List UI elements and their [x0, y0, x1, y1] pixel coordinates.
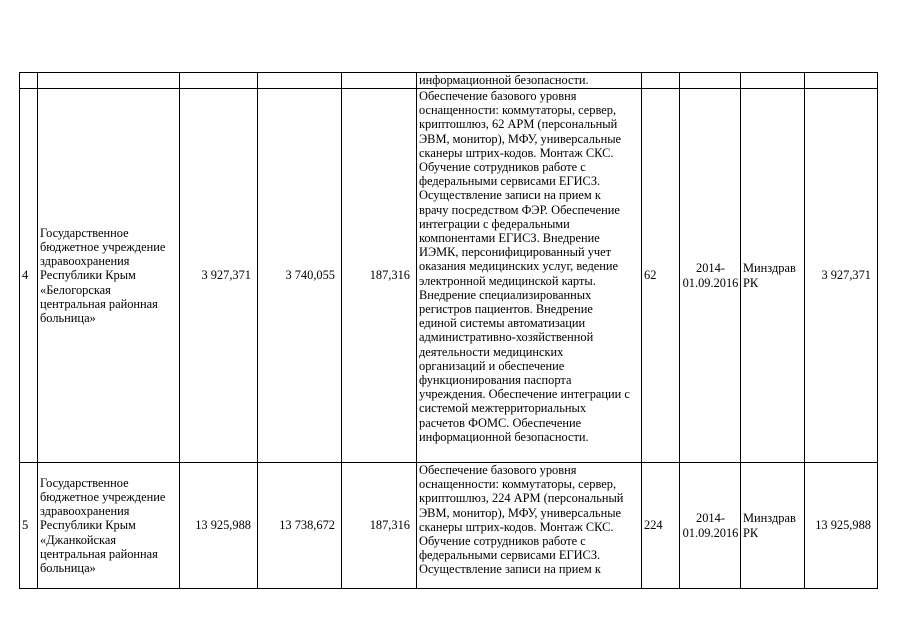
description-line: ИЭМК, персонифицированный учет — [419, 245, 612, 260]
organization-line: Республики Крым — [40, 518, 136, 533]
description-line: интеграции с федеральными — [419, 216, 570, 231]
sum-amount: 13 925,988 — [805, 463, 878, 589]
description-line: криптошлюз, 224 АРМ (персональный — [419, 491, 624, 506]
period — [680, 463, 741, 589]
regional-amount — [342, 73, 417, 89]
period — [680, 89, 741, 463]
description-line: расчетов ФОМС. Обеспечение — [419, 415, 582, 430]
description-line: компонентами ЕГИСЗ. Внедрение — [419, 231, 600, 246]
description-line: Обеспечение базового уровня — [419, 89, 577, 103]
description-line: оказания медицинских услуг, ведение — [419, 259, 619, 274]
executor — [741, 89, 805, 463]
organization-line: Государственное — [40, 475, 129, 490]
organization-line: больница» — [40, 311, 96, 325]
description-line: оснащенности: коммутаторы, сервер, — [419, 103, 617, 118]
total-amount — [180, 73, 258, 89]
executor-line: Минздрав — [743, 261, 796, 276]
table-row — [20, 463, 878, 589]
executor — [741, 73, 805, 89]
description-line: Внедрение специализированных — [419, 287, 592, 302]
description-line: информационной безопасности. — [419, 429, 589, 444]
sum-amount — [805, 73, 878, 89]
organization-line: «Джанкойская — [40, 532, 117, 547]
row-number: 5 — [20, 463, 38, 589]
federal-amount: 13 738,672 — [258, 463, 342, 589]
table-row — [20, 73, 878, 89]
sum-amount: 3 927,371 — [805, 89, 878, 463]
organization-line: бюджетное учреждение — [40, 489, 166, 504]
federal-amount — [258, 73, 342, 89]
row-number: 4 — [20, 89, 38, 463]
organization-line: «Белогорская — [40, 282, 111, 297]
workstation-count — [642, 73, 680, 89]
organization-name — [38, 73, 180, 89]
description-line: оснащенности: коммутаторы, сервер, — [419, 477, 617, 492]
description-line: федеральными сервисами ЕГИСЗ. — [419, 174, 601, 189]
work-description — [417, 73, 642, 89]
description-line: учреждения. Обеспечение интеграции с — [419, 387, 630, 402]
regional-amount: 187,316 — [342, 89, 417, 463]
organization-line: больница» — [40, 561, 96, 575]
description-line: сканеры штрих-кодов. Монтаж СКС. — [419, 145, 614, 160]
workstation-count: 62 — [642, 89, 680, 463]
period-end: 01.09.2016 — [682, 275, 739, 290]
description-line: системой межтерриториальных — [419, 401, 587, 416]
description-line: единой системы автоматизации — [419, 316, 586, 331]
period-start: 2014- — [696, 511, 725, 526]
organization-name — [38, 463, 180, 589]
executor-line: РК — [743, 525, 759, 540]
total-amount: 13 925,988 — [180, 463, 258, 589]
description-line: Обучение сотрудников работе с — [419, 160, 586, 175]
executor-line: РК — [743, 275, 759, 290]
organization-line: центральная районная — [40, 296, 158, 311]
row-number — [20, 73, 38, 89]
description-line: Обучение сотрудников работе с — [419, 534, 586, 549]
description-line: ЭВМ, монитор), МФУ, универсальные — [419, 505, 622, 520]
period-start: 2014- — [696, 261, 725, 276]
executor-line: Минздрав — [743, 511, 796, 526]
description-line: административно-хозяйственной — [419, 330, 594, 345]
description-line: федеральными сервисами ЕГИСЗ. — [419, 548, 601, 563]
table-row — [20, 89, 878, 463]
organization-line: Государственное — [40, 225, 129, 240]
work-description — [417, 463, 642, 589]
period-end: 01.09.2016 — [682, 525, 739, 540]
description-line: информационной безопасности. — [419, 73, 589, 87]
description-line: организаций и обеспечение — [419, 358, 565, 373]
organization-line: центральная районная — [40, 546, 158, 561]
description-line: врачу посредством ФЭР. Обеспечение — [419, 202, 620, 217]
description-line: деятельности медицинских — [419, 344, 564, 359]
budget-table — [19, 72, 878, 589]
description-line: криптошлюз, 62 АРМ (персональный — [419, 117, 618, 132]
organization-line: бюджетное учреждение — [40, 239, 166, 254]
regional-amount: 187,316 — [342, 463, 417, 589]
description-line: Осуществление записи на прием к — [419, 188, 601, 203]
period — [680, 73, 741, 89]
description-line: регистров пациентов. Внедрение — [419, 302, 593, 317]
organization-name — [38, 89, 180, 463]
description-line: Обеспечение базового уровня — [419, 463, 577, 477]
description-line: Осуществление записи на прием к — [419, 562, 601, 577]
organization-line: здравоохранения — [40, 504, 130, 519]
description-line: ЭВМ, монитор), МФУ, универсальные — [419, 131, 622, 146]
total-amount: 3 927,371 — [180, 89, 258, 463]
description-line: электронной медицинской карты. — [419, 273, 596, 288]
workstation-count: 224 — [642, 463, 680, 589]
description-line: функционирования паспорта — [419, 373, 572, 388]
organization-line: Республики Крым — [40, 268, 136, 283]
work-description — [417, 89, 642, 463]
executor — [741, 463, 805, 589]
organization-line: здравоохранения — [40, 254, 130, 269]
federal-amount: 3 740,055 — [258, 89, 342, 463]
description-line: сканеры штрих-кодов. Монтаж СКС. — [419, 519, 614, 534]
